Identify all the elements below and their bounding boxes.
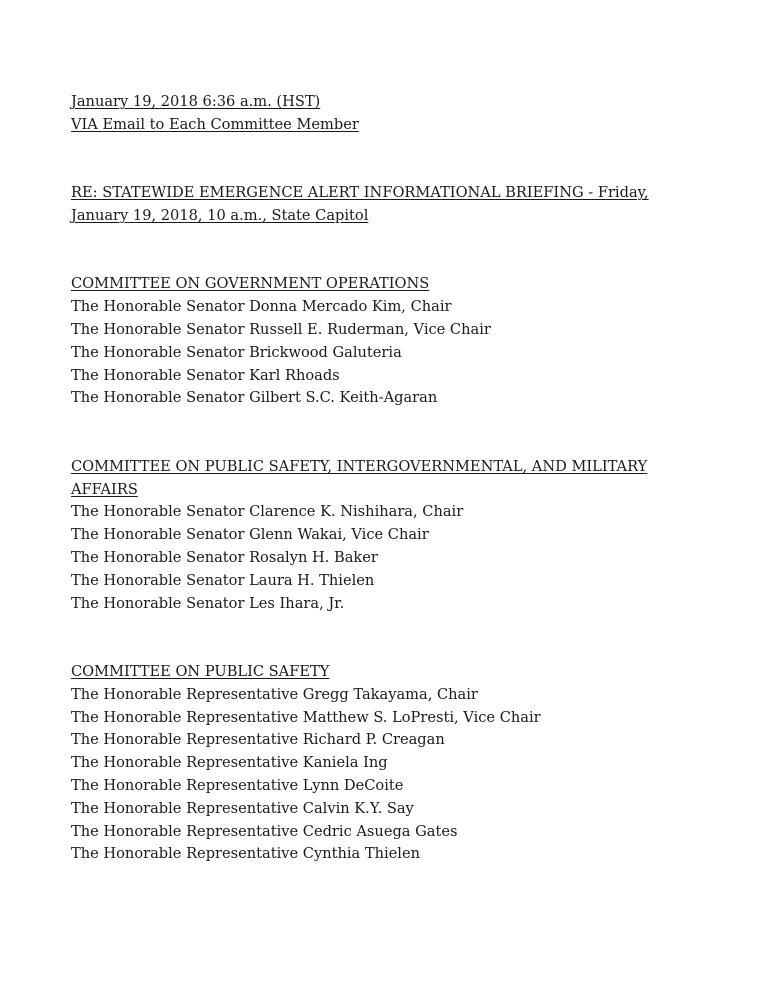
committee-title: COMMITTEE ON PUBLIC SAFETY, INTERGOVERNMENTAL, AND MILITARY [71, 457, 648, 475]
committee-section-public-safety [71, 661, 691, 866]
member-line: The Honorable Senator Donna Mercado Kim, Chair [71, 298, 452, 316]
member-line: The Honorable Representative Calvin K.Y. Say [71, 799, 414, 817]
member-line: The Honorable Representative Kaniela Ing [71, 754, 388, 772]
via-line: VIA Email to Each Committee Member [71, 115, 359, 133]
member-line: The Honorable Representative Cedric Asuega Gates [71, 822, 458, 840]
member-line: The Honorable Senator Glenn Wakai, Vice Chair [71, 526, 429, 544]
member-line: The Honorable Senator Russell E. Ruderman, Vice Chair [71, 320, 491, 338]
member-line: The Honorable Senator Laura H. Thielen [71, 571, 375, 589]
spacer [71, 137, 691, 183]
spacer [71, 615, 691, 661]
member-line: The Honorable Representative Cynthia Thielen [71, 845, 421, 863]
date-line: January 19, 2018 6:36 a.m. (HST) [71, 93, 321, 110]
subject-line-1: RE: STATEWIDE EMERGENCE ALERT INFORMATIONAL BRIEFING - Friday, [71, 184, 649, 202]
subject-line-2: January 19, 2018, 10 a.m., State Capitol [71, 206, 369, 224]
member-line: The Honorable Senator Les Ihara, Jr. [71, 594, 345, 612]
committee-title-continued: AFFAIRS [71, 480, 138, 498]
member-line: The Honorable Senator Clarence K. Nishihara, Chair [71, 503, 464, 521]
committee-section-government-operations [71, 273, 691, 410]
committee-title: COMMITTEE ON GOVERNMENT OPERATIONS [71, 275, 430, 293]
committee-section-public-safety-military-affairs [71, 456, 691, 616]
member-line: The Honorable Senator Gilbert S.C. Keith-Agaran [71, 389, 438, 407]
member-line: The Honorable Representative Matthew S. LoPresti, Vice Chair [71, 708, 541, 726]
member-line: The Honorable Representative Gregg Takayama, Chair [71, 685, 478, 703]
document-page [71, 91, 691, 866]
spacer [71, 410, 691, 456]
committee-title: COMMITTEE ON PUBLIC SAFETY [71, 662, 330, 680]
member-line: The Honorable Senator Karl Rhoads [71, 366, 340, 384]
member-line: The Honorable Representative Lynn DeCoite [71, 776, 404, 794]
spacer [71, 228, 691, 274]
member-line: The Honorable Representative Richard P. Creagan [71, 731, 445, 749]
member-line: The Honorable Senator Brickwood Galuteria [71, 343, 402, 361]
member-line: The Honorable Senator Rosalyn H. Baker [71, 548, 378, 566]
